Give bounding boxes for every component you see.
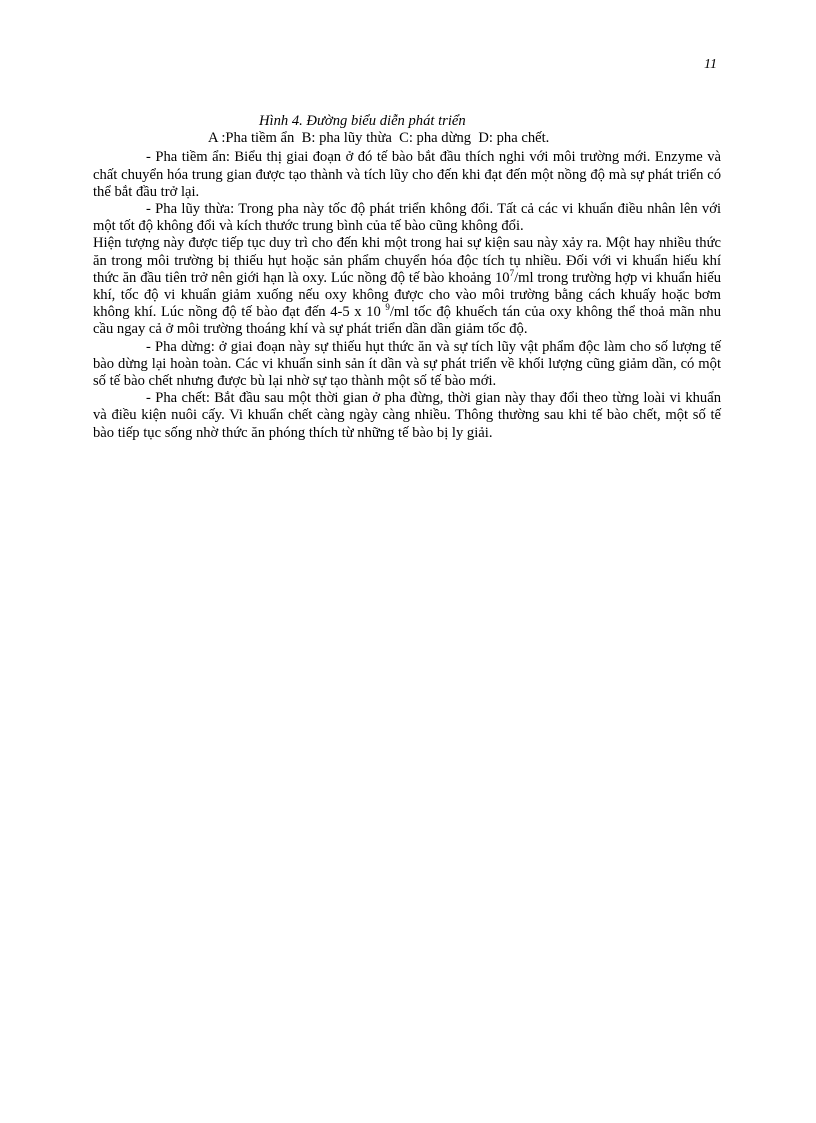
continuation-text-3: /ml tốc độ khuếch tán của oxy không thể thoả mãn nhu cầu ngay cả ở môi trường thoáng khí và sự phát triển dần dần giảm tốc độ. [93, 304, 721, 338]
page-number: 11 [704, 57, 717, 72]
exponent-9: 9 [385, 302, 390, 313]
paragraph-lag-phase: - Pha tiềm ẩn: Biểu thị giai đoạn ở đó tế bào bắt đầu thích nghi với môi trường mới. Enzyme và chất chuyển hóa trung gian được tạo thành và tích lũy cho đến khi đạt đến một nồng độ mà sự phát triển có thể bắt đầu trở lại. [93, 149, 721, 200]
paragraph-stationary-phase: - Pha dừng: ở giai đoạn này sự thiếu hụt thức ăn và sự tích lũy vật phẩm độc làm cho số lượng tế bào dừng lại hoàn toàn. Các vi khuẩn sinh sản ít dần và sự phát triển về khối lượng cũng giảm dần, có một số tế bào chết nhưng được bù lại nhờ sự tạo thành một số tế bào mới. [93, 338, 721, 390]
paragraph-death-phase: - Pha chết: Bắt đầu sau một thời gian ở pha đừng, thời gian này thay đổi theo từng loài vi khuẩn và điều kiện nuôi cấy. Vi khuẩn chết càng ngày càng nhiều. Thông thường sau khi tế bào chết, một số tế bào tiếp tục sống nhờ thức ăn phóng thích từ những tế bào bị ly giải. [93, 390, 721, 441]
exponent-7: 7 [509, 267, 515, 278]
paragraph-log-phase: - Pha lũy thừa: Trong pha này tốc độ phát triển không đổi. Tất cả các vi khuẩn điều nhân lên với một tốt độ không đổi và kích thước trung bình của tế bào cũng không đổi. [93, 201, 721, 235]
figure-caption-title: Hình 4. Đường biểu diễn phát triển [259, 113, 466, 129]
figure-caption-legend: A :Pha tiềm ẩn B: pha lũy thừa C: pha dừng D: pha chết. [208, 130, 550, 147]
continuation-text-2: /ml trong trường hợp vi khuẩn hiếu khí, tốc độ vi khuẩn giảm xuống nếu oxy không được cho vào môi trường bằng cách khuấy hoặc bơm không khí. Lúc nồng độ tế bào đạt đến 4-5 x 10 [93, 269, 721, 321]
continuation-text-1: Hiện tượng này được tiếp tục duy trì cho đến khi một trong hai sự kiện sau này xảy ra. Một hay nhiều thức ăn trong môi trường bị thiếu hụt hoặc sản phẩm chuyển hóa độc tích tụ nhiều. Đối với vi khuẩn hiếu khí thức ăn đầu tiên trở nên giới hạn là oxy. Lúc nồng độ tế bào khoảng 10 [93, 235, 721, 286]
paragraph-log-phase-continuation [93, 235, 721, 338]
document-body [93, 113, 721, 442]
